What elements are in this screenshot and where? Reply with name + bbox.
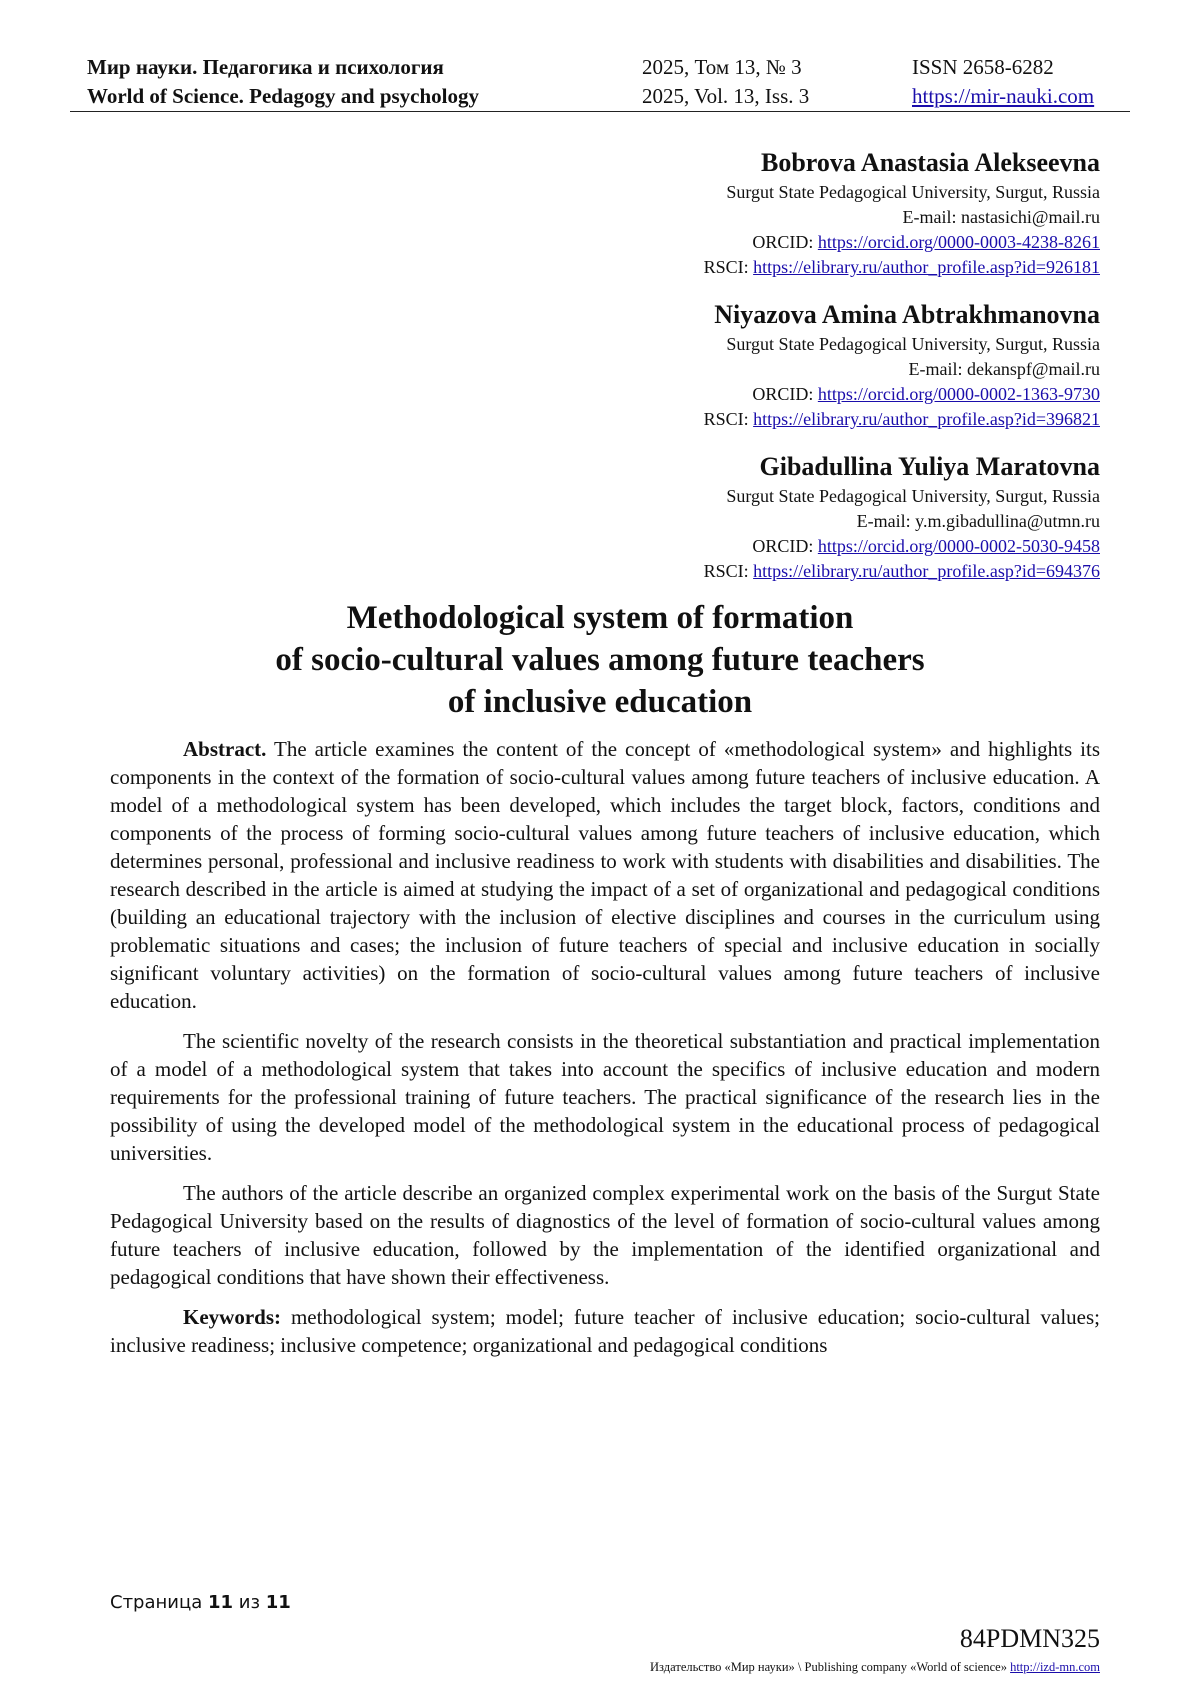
- title-line-1: Methodological system of formation: [346, 600, 854, 636]
- issue-ru: 2025, Том 13, № 3: [642, 55, 802, 79]
- author-affiliation: Surgut State Pedagogical University, Surgut, Russia: [726, 182, 1100, 202]
- author-1: [400, 146, 1100, 280]
- rsci-link[interactable]: https://elibrary.ru/author_profile.asp?id=926181: [753, 257, 1100, 277]
- journal-name-ru: Мир науки. Педагогика и психология: [87, 55, 444, 79]
- authors-block: [400, 146, 1100, 602]
- rsci-label: RSCI:: [703, 409, 754, 429]
- journal-name: [87, 53, 479, 111]
- article-title: [100, 597, 1100, 723]
- rsci-link[interactable]: https://elibrary.ru/author_profile.asp?id=694376: [753, 561, 1100, 581]
- abstract-label: Abstract.: [183, 737, 267, 761]
- author-3: [400, 450, 1100, 584]
- journal-ids: [912, 53, 1094, 111]
- publisher-line: [650, 1660, 1100, 1675]
- author-email: E-mail: y.m.gibadullina@utmn.ru: [856, 511, 1100, 531]
- author-2: [400, 298, 1100, 432]
- orcid-label: ORCID:: [752, 536, 818, 556]
- article-code: 84PDMN325: [959, 1624, 1100, 1653]
- journal-issue: [642, 53, 809, 111]
- issue-en: 2025, Vol. 13, Iss. 3: [642, 84, 810, 108]
- author-email: E-mail: nastasichi@mail.ru: [902, 207, 1100, 227]
- author-orcid: [400, 534, 1100, 559]
- experiment-paragraph: The authors of the article describe an organized complex experimental work on the basis of the Surgut State Pedagogical University based on the results of diagnostics of the level of formation of socio-cultural values among future teachers of inclusive education, followed by the implementation of the identified organizational and pedagogical conditions that have shown their effectiveness.: [110, 1181, 1100, 1289]
- author-rsci: [400, 407, 1100, 432]
- title-line-3: of inclusive education: [447, 684, 753, 720]
- orcid-label: ORCID:: [752, 232, 818, 252]
- title-line-2: of socio-cultural values among future teachers: [275, 642, 925, 678]
- orcid-link[interactable]: https://orcid.org/0000-0003-4238-8261: [817, 232, 1100, 252]
- abstract-paragraph: [110, 735, 1100, 1015]
- author-affiliation: Surgut State Pedagogical University, Surgut, Russia: [726, 486, 1100, 506]
- article-body: [110, 735, 1100, 1371]
- page-total: 11: [265, 1592, 291, 1613]
- orcid-label: ORCID:: [752, 384, 818, 404]
- keywords-label: Keywords:: [183, 1305, 281, 1329]
- novelty-paragraph: The scientific novelty of the research consists in the theoretical substantiation and practical implementation of a model of a methodological system that takes into account the specifics of inclusive education and modern requirements for the professional training of future teachers. The practical significance of the research lies in the possibility of using the developed model of the methodological system in the educational process of pedagogical universities.: [110, 1029, 1100, 1165]
- rsci-label: RSCI:: [703, 561, 754, 581]
- page-mid: из: [233, 1592, 266, 1613]
- keywords-text: methodological system; model; future teacher of inclusive education; socio-cultural values; inclusive readiness; inclusive competence; organizational and pedagogical conditions: [110, 1305, 1100, 1357]
- issn: ISSN 2658-6282: [912, 55, 1054, 79]
- author-affiliation: Surgut State Pedagogical University, Surgut, Russia: [726, 334, 1100, 354]
- abstract-text: The article examines the content of the concept of «methodological system» and highlights its components in the context of the formation of socio-cultural values among future teachers of inclusive education. A model of a methodological system has been developed, which includes the target block, factors, conditions and components of the process of forming socio-cultural values among future teachers of inclusive education, which determines personal, professional and inclusive readiness to work with students with disabilities and disabilities. The research described in the article is aimed at studying the impact of a set of organizational and pedagogical conditions (building an educational trajectory with the inclusion of elective disciplines and courses in the curriculum using problematic situations and cases; the inclusion of future teachers of special and inclusive education in socially significant voluntary activities) on the formation of socio-cultural values among future teachers of inclusive education.: [110, 737, 1100, 1013]
- journal-url-link[interactable]: https://mir-nauki.com: [912, 84, 1095, 108]
- author-email: E-mail: dekanspf@mail.ru: [908, 359, 1100, 379]
- author-name: Bobrova Anastasia Alekseevna: [760, 148, 1100, 177]
- orcid-link[interactable]: https://orcid.org/0000-0002-5030-9458: [817, 536, 1100, 556]
- keywords-paragraph: [110, 1303, 1100, 1359]
- rsci-link[interactable]: https://elibrary.ru/author_profile.asp?id=396821: [753, 409, 1100, 429]
- publisher-text: Издательство «Мир науки» \ Publishing company «World of science»: [650, 1660, 1011, 1674]
- author-rsci: [400, 559, 1100, 584]
- orcid-link[interactable]: https://orcid.org/0000-0002-1363-9730: [817, 384, 1100, 404]
- page-number: [110, 1592, 291, 1613]
- author-rsci: [400, 255, 1100, 280]
- rsci-label: RSCI:: [703, 257, 754, 277]
- publisher-link[interactable]: http://izd-mn.com: [1010, 1660, 1100, 1674]
- page-prefix: Страница: [110, 1592, 208, 1613]
- author-name: Niyazova Amina Abtrakhmanovna: [714, 300, 1100, 329]
- journal-header: [70, 53, 1130, 112]
- author-orcid: [400, 230, 1100, 255]
- author-orcid: [400, 382, 1100, 407]
- journal-name-en: World of Science. Pedagogy and psychology: [87, 84, 480, 108]
- author-name: Gibadullina Yuliya Maratovna: [759, 452, 1100, 481]
- page-current: 11: [207, 1592, 234, 1613]
